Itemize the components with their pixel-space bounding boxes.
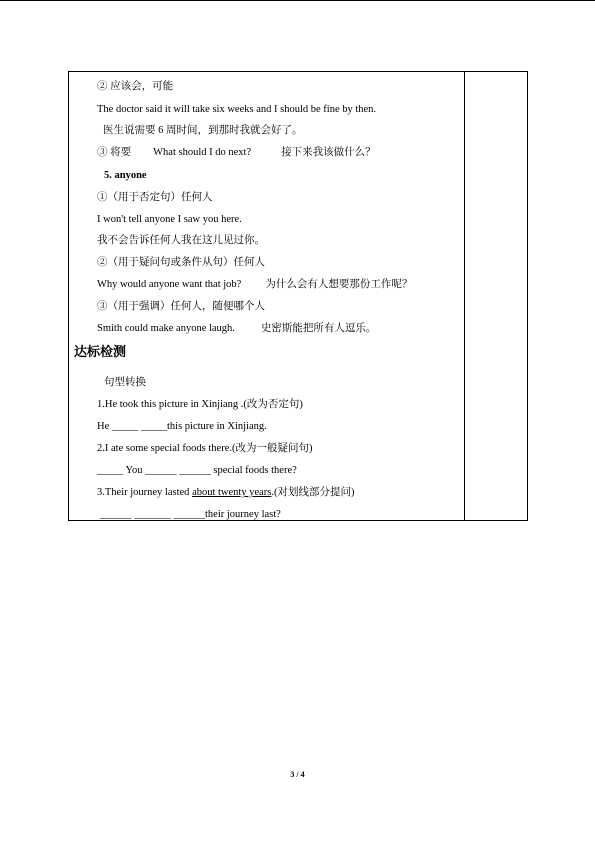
question-1-answer-line: He _____ _____this picture in Xinjiang. — [97, 421, 267, 432]
question-3 — [97, 486, 355, 500]
note-line-12-english: Smith could make anyone laugh. — [97, 323, 235, 334]
note-line-4 — [97, 146, 376, 160]
section-title: 达标检测 — [74, 345, 127, 360]
note-line-10-chinese: 为什么会有人想要那份工作呢？ — [265, 279, 413, 290]
note-line-12 — [97, 322, 376, 336]
note-line-4-label: ③ 将要 — [97, 147, 132, 158]
note-line-8: 我不会告诉任何人我在这儿见过你。 — [97, 235, 265, 246]
section-subtitle: 句型转换 — [104, 377, 146, 388]
note-line-2: The doctor said it will take six weeks and I should be fine by then. — [97, 104, 377, 115]
question-3-answer-line: ______ _______ ______their journey last? — [100, 509, 281, 520]
note-line-1: ② 应该会，可能 — [97, 81, 174, 92]
page-number: 3 / 4 — [290, 770, 305, 779]
question-3-text: 3.Their journey lasted — [97, 487, 193, 498]
question-1: 1.He took this picture in Xinjiang .(改为否定句) — [97, 399, 303, 410]
vocab-heading-anyone: 5. anyone — [104, 170, 147, 181]
table-column-divider — [464, 72, 465, 520]
note-line-6: ①（用于否定句）任何人 — [97, 192, 213, 203]
note-line-10 — [97, 278, 412, 292]
note-line-12-chinese: 史密斯能把所有人逗乐。 — [260, 323, 377, 334]
note-line-4-chinese: 接下来我该做什么？ — [281, 147, 376, 158]
note-line-7: I won't tell anyone I saw you here. — [97, 214, 242, 225]
note-line-3: 医生说需要 6 周时间，到那时我就会好了。 — [103, 125, 303, 136]
note-line-11: ③（用于强调）任何人，随便哪个人 — [97, 301, 265, 312]
question-2: 2.I ate some special foods there.(改为一般疑问句) — [97, 443, 313, 454]
note-line-9: ②（用于疑问句或条件从句）任何人 — [97, 257, 265, 268]
question-3-instruction: .(对划线部分提问) — [271, 487, 355, 498]
note-line-10-english: Why would anyone want that job? — [97, 279, 242, 290]
question-2-answer-line: _____ You ______ ______ special foods there? — [97, 465, 297, 476]
header-rule — [0, 0, 595, 1]
note-line-4-english: What should I do next? — [153, 147, 252, 158]
question-3-underlined-phrase: about twenty years — [192, 487, 272, 498]
